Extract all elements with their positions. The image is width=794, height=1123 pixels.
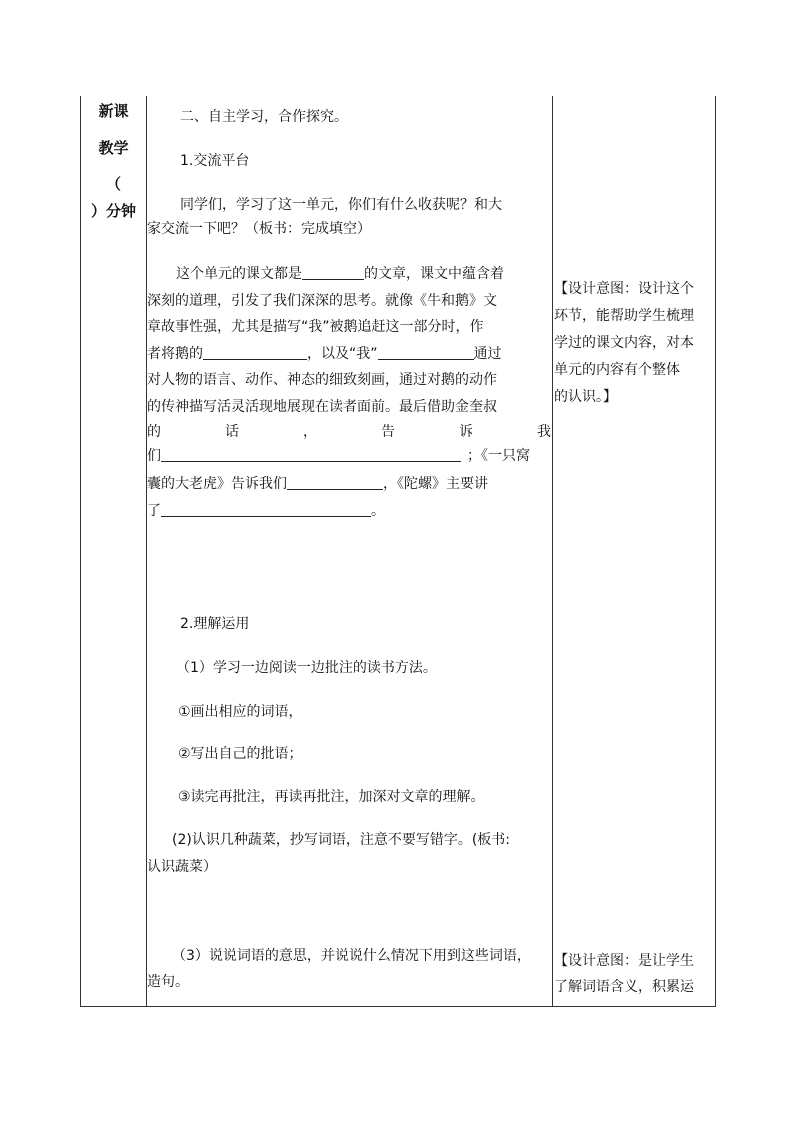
stage-label-line1: 新课	[98, 102, 129, 120]
design-note-1-line-3: 学过的课文内容，对本	[554, 335, 694, 351]
stage-label-line4: ）分钟	[90, 202, 136, 220]
fill-text: ；《一只窝	[467, 448, 530, 464]
item-3-line-1: （3）说说词语的意思，并说说什么情况下用到这些词语，	[172, 948, 531, 964]
stage-label-line2: 教学	[98, 139, 129, 157]
fill-line-2: 深刻的道理，引发了我们深深的思考。就像《牛和鹅》文	[147, 293, 497, 309]
item-1-b: ②写出自己的批语；	[178, 746, 303, 762]
fill-blank[interactable]	[302, 265, 364, 280]
fill-line-4	[147, 343, 502, 363]
fill-text: ，以及“我”	[307, 346, 378, 362]
fill-line-9	[147, 473, 488, 493]
fill-blank[interactable]	[287, 475, 383, 490]
design-note-2-line-2: 了解词语含义，积累运	[554, 979, 694, 995]
item-2-line-2: 认识蔬菜）	[147, 859, 217, 875]
item-1-a: ①画出相应的词语，	[178, 704, 303, 720]
design-note-2-line-1: 【设计意图：是让学生	[554, 953, 694, 969]
fill-text: 通过	[473, 346, 502, 362]
fill-char: 我	[537, 424, 551, 440]
fill-text: 的文章，课文中蕴含着	[364, 266, 504, 282]
fill-char: 话	[225, 424, 239, 440]
section-heading: 二、自主学习，合作探究。	[180, 109, 348, 125]
fill-blank[interactable]	[161, 502, 371, 517]
fill-line-6: 的传神描写活灵活现地展现在读者面前。最后借助金奎叔	[147, 399, 497, 415]
fill-char: 告	[381, 424, 395, 440]
fill-line-8	[147, 445, 530, 465]
fill-blank[interactable]	[203, 345, 307, 360]
design-note-1-line-5: 的认识。】	[554, 389, 617, 405]
fill-char: 诉	[459, 424, 473, 440]
stage-label-line3: （	[105, 175, 121, 193]
fill-text: 囊的大老虎》告诉我们	[147, 476, 287, 492]
design-note-1-line-2: 环节，能帮助学生梳理	[554, 308, 694, 324]
item-1: （1）学习一边阅读一边批注的读书方法。	[176, 660, 437, 676]
item-2-line-1: (2)认识几种蔬菜，抄写词语，注意不要写错字。(板书:	[172, 832, 511, 848]
fill-char: 的	[147, 424, 161, 440]
item-3-line-2: 造句。	[147, 974, 189, 990]
intro-line-2: 家交流一下吧？（板书：完成填空）	[147, 221, 371, 237]
fill-text: 者将鹅的	[147, 346, 203, 362]
fill-blank[interactable]	[161, 447, 461, 462]
fill-line-3: 章故事性强，尤其是描写“我”被鹅追赶这一部分时，作	[147, 319, 484, 335]
fill-line-1	[176, 263, 504, 283]
fill-text: 这个单元的课文都是	[176, 266, 302, 282]
fill-text: 们	[147, 448, 161, 464]
design-note-1-line-4: 单元的内容有个整体	[554, 362, 680, 378]
fill-line-5: 对人物的语言、动作、神态的细致刻画，通过对鹅的动作	[147, 372, 497, 388]
fill-char: ，	[303, 424, 317, 440]
fill-blank[interactable]	[378, 345, 474, 360]
fill-text: 了	[147, 503, 161, 519]
fill-text: ，《陀螺》主要讲	[383, 476, 488, 492]
item-1-c: ③读完再批注，再读再批注，加深对文章的理解。	[178, 789, 485, 805]
design-note-1-line-1: 【设计意图：设计这个	[554, 281, 694, 297]
fill-text: 。	[371, 503, 385, 519]
column-divider-right	[552, 96, 553, 1006]
fill-line-10	[147, 500, 385, 520]
intro-line-1: 同学们，学习了这一单元，你们有什么收获呢？和大	[180, 197, 502, 213]
subsection-title-1: 1.交流平台	[180, 153, 250, 169]
fill-line-7	[147, 421, 551, 441]
subsection-title-2: 2.理解运用	[180, 616, 250, 632]
